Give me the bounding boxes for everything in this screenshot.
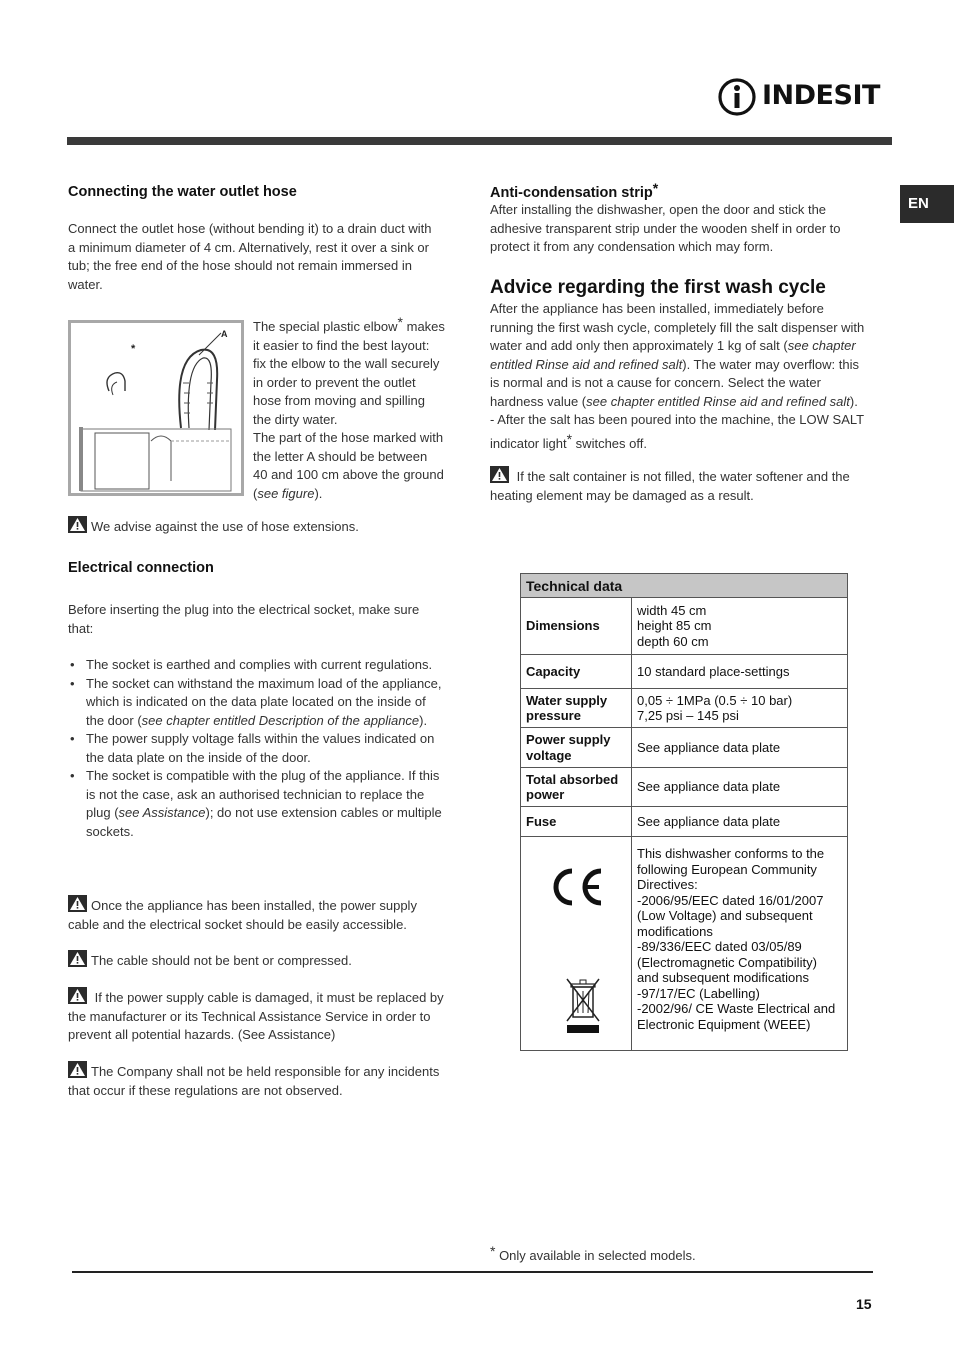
hose-illustration: [71, 323, 241, 493]
row-key: Power supply voltage: [521, 728, 632, 768]
anti-heading-text: Anti-condensation strip: [490, 185, 653, 201]
row-key: Dimensions: [521, 598, 632, 655]
advice-text-4: switches off.: [572, 435, 647, 451]
warning-icon: [68, 950, 87, 967]
anti-heading: [490, 180, 658, 201]
elbow-paragraph: [253, 313, 445, 503]
bullet-4-text: The socket is compatible with the plug of the appliance. If this is not the case, ask an authorised technician to replace the plug (: [86, 768, 440, 820]
table-row: [521, 837, 848, 1051]
footer-rule: [72, 1271, 873, 1273]
row-key: Total absorbed power: [521, 768, 632, 807]
value-line: 0,05 ÷ 1MPa (0.5 ÷ 10 bar): [637, 692, 793, 708]
table-row: [521, 689, 848, 728]
header-rule: [67, 137, 892, 145]
table-title: Technical data: [521, 574, 848, 598]
electrical-warning-2: [68, 950, 446, 971]
technical-data-table: [520, 573, 848, 1051]
electrical-heading: Electrical connection: [68, 560, 214, 576]
advice-text-2: ). The water may overflow: this is normal and is not a cause for concern. Select the water hardness value (: [490, 356, 859, 409]
bullet-2-text: The socket can withstand the maximum load of the appliance, which is indicated on the data plate located on the inside of the door (: [86, 675, 442, 728]
row-key: Fuse: [521, 807, 632, 837]
row-value: [632, 598, 848, 655]
bullet-3-text: The power supply voltage falls within the values indicated on the data plate on the inside of the door.: [86, 731, 435, 765]
anti-star: *: [652, 180, 659, 196]
list-item: [68, 730, 443, 767]
advice-warning-text: If the salt container is not filled, the water softener and the heating element may be damaged as a result.: [490, 469, 850, 503]
row-value: See appliance data plate: [632, 768, 848, 807]
bullet-1-text: The socket is earthed and complies with current regulations.: [86, 657, 433, 672]
footnote-text: Only available in selected models.: [495, 1248, 696, 1263]
list-item: [68, 767, 443, 841]
logo-emblem-icon: [716, 76, 758, 118]
value-line: width 45 cm: [637, 602, 707, 618]
row-value: See appliance data plate: [632, 728, 848, 768]
list-item: [68, 675, 443, 731]
footnote: [490, 1242, 696, 1266]
value-line: depth 60 cm: [637, 633, 709, 649]
elbow-text-2: makes it easier to find the best layout: fix the elbow to the wall securely in order to prevent the outlet hose from moving and spilling the dirty water.: [253, 319, 445, 427]
warning-icon: [490, 466, 509, 483]
ce-mark-icon: [548, 867, 606, 911]
ce-logo: [548, 867, 606, 907]
hose-warning-text: We advise against the use of hose extensions.: [91, 519, 359, 534]
footnote-star: *: [490, 1243, 496, 1259]
brand-name: INDESIT: [762, 80, 880, 111]
electrical-checklist: [68, 656, 443, 841]
bullet-2-end: ).: [419, 712, 428, 728]
directives-text: This dishwasher conforms to the following European Community Directives: -2006/95/EEC dated 16/01/2007 (Low Voltage) and subsequent modifications -89/336/EEC dated 03/05/89 (Electromagnetic Compatibility) and subsequent modifications -97/17/EC (Labelling) -2002/96/ CE Waste Electrical and Electronic Equipment (WEEE): [632, 837, 848, 1051]
electrical-intro: Before inserting the plug into the electrical socket, make sure that:: [68, 602, 420, 636]
row-value: See appliance data plate: [632, 807, 848, 837]
hose-text-2: ).: [314, 485, 323, 501]
row-value: [632, 689, 848, 728]
bullet-4-ref: see Assistance: [118, 805, 206, 820]
list-item: [68, 656, 443, 675]
hose-figure: [68, 320, 244, 496]
anti-paragraph: After installing the dishwasher, open the door and stick the adhesive transparent strip under the wooden shelf in order to protect it from any condensation which may form.: [490, 202, 841, 254]
advice-ref-1: see chapter entitled Rinse aid and refined salt: [490, 338, 856, 372]
bullet-4-end: ); do not use extension cables or multiple sockets.: [86, 805, 442, 839]
table-row: [521, 598, 848, 655]
outlet-paragraph: Connect the outlet hose (without bending it) to a drain duct with a minimum diameter of 4 cm. Alternatively, rest it over a sink or tub; the free end of the hose should not remain immersed in water.: [68, 221, 432, 292]
advice-warning: [490, 466, 868, 505]
warning-icon: [68, 516, 87, 533]
language-tab: EN: [900, 185, 954, 223]
table-row: [521, 768, 848, 807]
value-line: height 85 cm: [637, 618, 712, 634]
row-value: 10 standard place-settings: [632, 655, 848, 689]
warning-icon: [68, 987, 87, 1004]
figure-label-a: A: [221, 329, 228, 339]
value-line: 7,25 psi – 145 psi: [637, 708, 739, 723]
page-number: 15: [856, 1296, 872, 1312]
hose-warning: [68, 516, 448, 537]
warning-2-text: The cable should not be bent or compressed.: [91, 953, 352, 968]
advice-text-3: ). - After the salt has been poured into the machine, the LOW SALT indicator light: [490, 393, 864, 451]
warning-icon: [68, 1061, 87, 1078]
advice-ref-2: see chapter entitled Rinse aid and refined salt: [586, 393, 850, 409]
hose-text-1: The part of the hose marked with the letter A should be between 40 and 100 cm above the ground (: [253, 430, 444, 501]
row-key: Capacity: [521, 655, 632, 689]
advice-text-1: After the appliance has been installed, immediately before running the first wash cycle, completely fill the salt dispenser with water and add only then approximately 1 kg of salt (: [490, 301, 865, 353]
warning-icon: [68, 895, 87, 912]
advice-paragraph: [490, 300, 865, 453]
table-row: [521, 807, 848, 837]
elbow-text-1: The special plastic elbow: [253, 319, 398, 334]
advice-heading: Advice regarding the first wash cycle: [490, 277, 826, 298]
hose-text-ref: see figure: [257, 485, 315, 501]
bullet-2-ref: see chapter entitled Description of the appliance: [141, 712, 420, 728]
table-row: [521, 655, 848, 689]
weee-bin-icon: [565, 977, 601, 1039]
warning-1-text: Once the appliance has been installed, the power supply cable and the electrical socket should be easily accessible.: [68, 898, 417, 932]
electrical-warning-1: [68, 895, 446, 934]
table-row: [521, 728, 848, 768]
compliance-marks: [521, 837, 632, 1051]
warning-4-text: The Company shall not be held responsible for any incidents that occur if these regulations are not observed.: [68, 1064, 440, 1098]
elbow-star: *: [397, 314, 403, 330]
outlet-heading: Connecting the water outlet hose: [68, 184, 297, 200]
row-key: Water supply pressure: [521, 689, 632, 728]
advice-star: *: [566, 430, 573, 447]
figure-label-star: *: [131, 343, 136, 355]
indesit-logo: [716, 76, 880, 120]
electrical-warning-4: [68, 1061, 440, 1100]
electrical-warning-3: [68, 987, 448, 1045]
warning-3-text: If the power supply cable is damaged, it must be replaced by the manufacturer or its Technical Assistance Service in order to prevent all potential hazards. (See Assistance): [68, 990, 444, 1042]
